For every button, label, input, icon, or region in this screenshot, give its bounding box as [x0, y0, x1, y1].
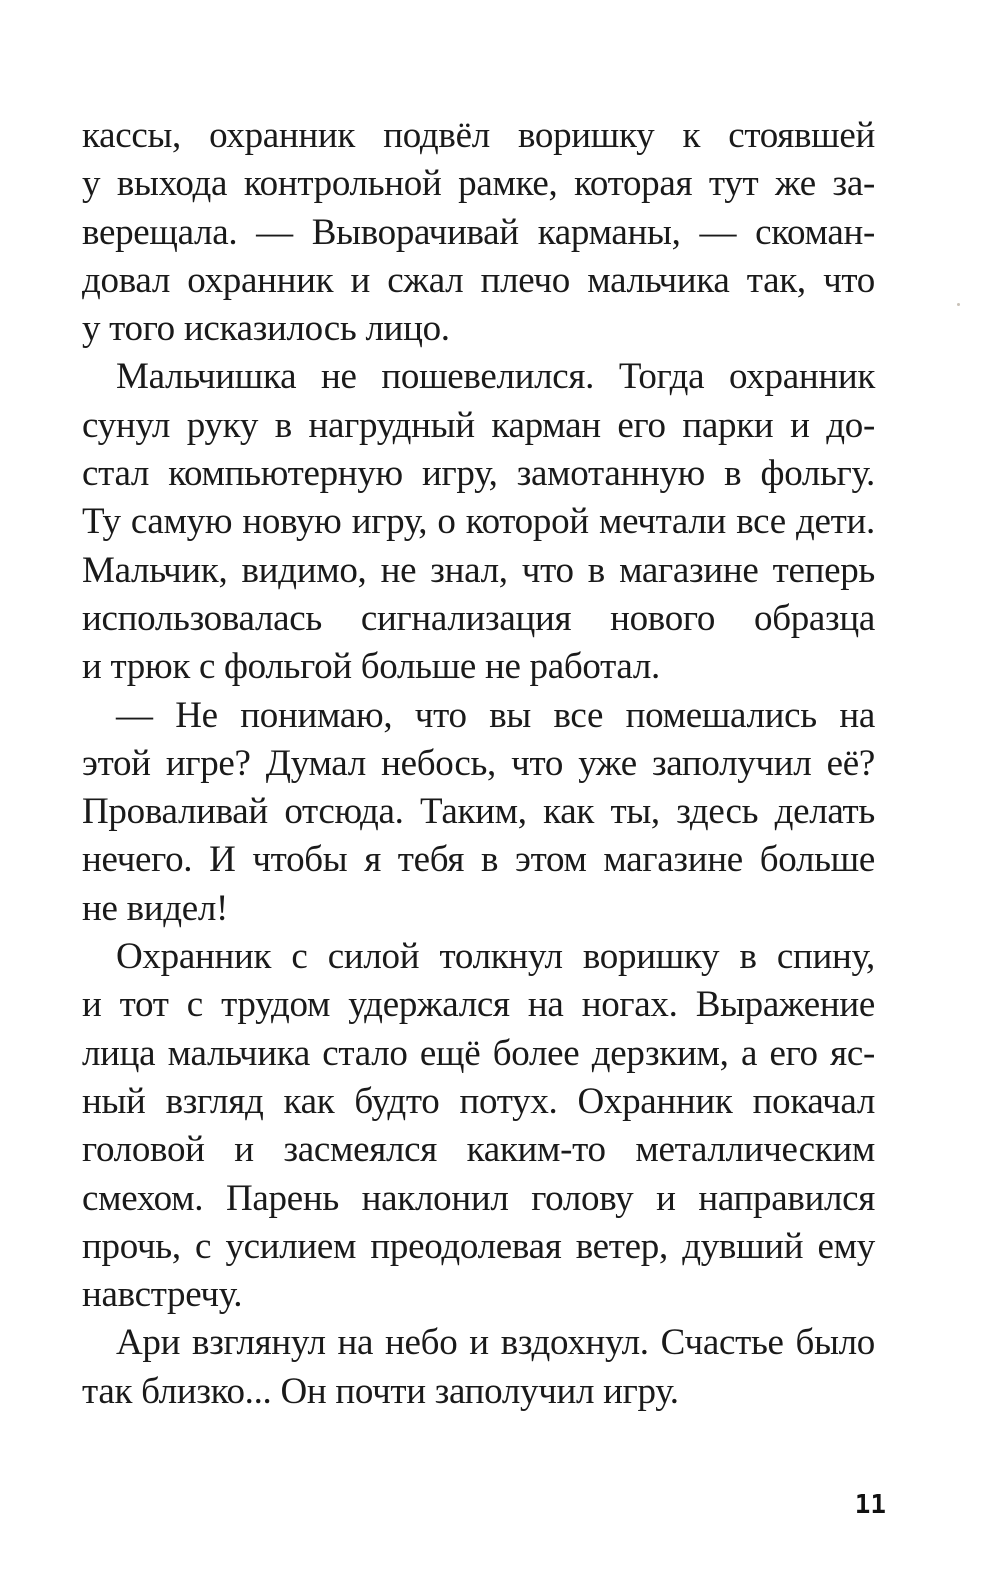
text-line: навстречу. [82, 1274, 243, 1316]
text-line: Ари взглянул на небо и вздохнул. Счастье было [116, 1322, 875, 1364]
text-line: верещала. — Выворачивай карманы, — скоман- [82, 211, 875, 253]
text-line: у выхода контрольной рамке, которая тут же за- [82, 163, 875, 205]
text-line: кассы, охранник подвёл воришку к стоявшей [82, 115, 875, 156]
text-line: и трюк с фольгой больше не работал. [82, 646, 660, 688]
text-line: смехом. Парень наклонил голову и направился [82, 1177, 875, 1219]
paragraph [82, 933, 875, 1319]
text-line: Мальчишка не пошевелился. Тогда охранник [116, 356, 875, 398]
text-line: — Не понимаю, что вы все помешались на [116, 694, 875, 736]
text-line: нечего. И чтобы я тебя в этом магазине больше [82, 839, 875, 881]
text-line: и тот с трудом удержался на ногах. Выражение [82, 984, 875, 1026]
paragraph [82, 112, 875, 353]
text-line: использовалась сигнализация нового образца [82, 597, 875, 639]
paragraph [82, 353, 875, 691]
text-line: так близко... Он почти заполучил игру. [82, 1370, 679, 1412]
text-line: этой игре? Думал небось, что уже заполучил её? [82, 742, 875, 784]
text-line: головой и засмеялся каким-то металлическим [82, 1129, 875, 1171]
text-line: лица мальчика стало ещё более дерзким, а его яс- [82, 1032, 875, 1074]
text-line: ный взгляд как будто потух. Охранник покачал [82, 1080, 875, 1122]
paragraph [82, 1319, 875, 1416]
text-line: сунул руку в нагрудный карман его парки и до- [82, 404, 875, 446]
paragraph [82, 692, 875, 933]
text-line: Проваливай отсюда. Таким, как ты, здесь делать [82, 791, 875, 833]
text-line: не видел! [82, 887, 229, 929]
text-line: довал охранник и сжал плечо мальчика так, что [82, 259, 875, 301]
text-line: у того исказилось лицо. [82, 308, 450, 350]
text-line: Ту самую новую игру, о которой мечтали все дети. [82, 501, 875, 543]
scan-speck [957, 303, 960, 306]
book-page-text [82, 112, 875, 1416]
page-number: 11 [854, 1490, 886, 1520]
text-line: Мальчик, видимо, не знал, что в магазине теперь [82, 549, 875, 591]
text-line: стал компьютерную игру, замотанную в фольгу. [82, 453, 875, 495]
text-line: Охранник с силой толкнул воришку в спину, [116, 936, 875, 978]
text-line: прочь, с усилием преодолевая ветер, дувший ему [82, 1225, 875, 1267]
